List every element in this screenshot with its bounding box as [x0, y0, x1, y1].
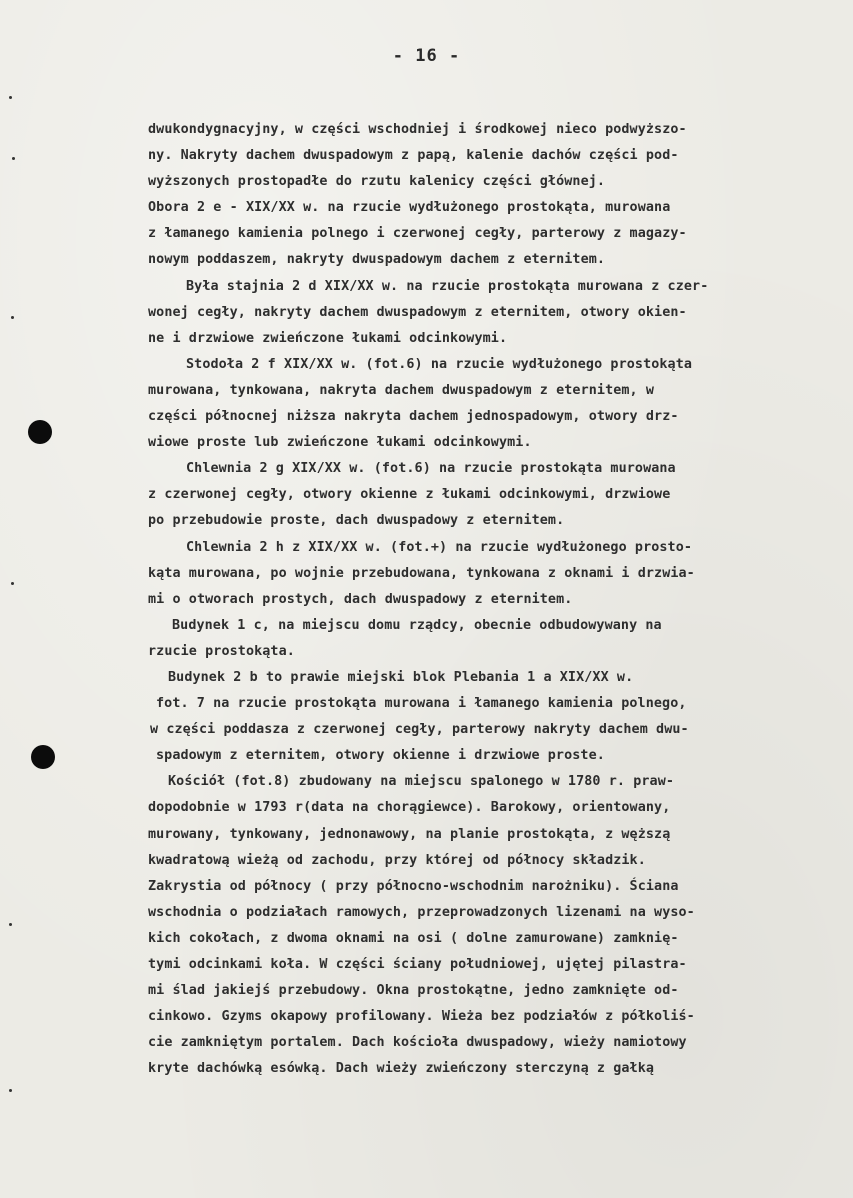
- text-line: Chlewnia 2 g XIX/XX w. (fot.6) na rzucie prostokąta murowana: [186, 461, 676, 477]
- text-line: mi o otworach prostych, dach dwuspadowy z eternitem.: [148, 591, 573, 607]
- text-line: spadowym z eternitem, otwory okienne i drzwiowe proste.: [156, 748, 605, 764]
- text-line: ne i drzwiowe zwieńczone łukami odcinkowymi.: [148, 330, 508, 346]
- margin-speck: [9, 96, 12, 99]
- text-line: kąta murowana, po wojnie przebudowana, tynkowana z oknami i drzwia-: [148, 565, 695, 581]
- typescript-body: [148, 117, 838, 1082]
- text-line: kryte dachówką esówką. Dach wieży zwieńczony sterczyną z gałką: [148, 1061, 655, 1077]
- text-line: tymi odcinkami koła. W części ściany południowej, ujętej pilastra-: [148, 957, 687, 972]
- margin-speck: [11, 316, 14, 319]
- text-line: cie zamkniętym portalem. Dach kościoła dwuspadowy, wieży namiotowy: [148, 1035, 687, 1051]
- text-line: murowany, tynkowany, jednonawowy, na planie prostokąta, z węższą: [148, 826, 671, 842]
- text-line: nowym poddaszem, nakryty dwuspadowym dachem z eternitem.: [148, 252, 606, 268]
- text-line: kich cokołach, z dwoma oknami na osi ( dolne zamurowane) zamknię-: [148, 930, 679, 946]
- text-line: Stodoła 2 f XIX/XX w. (fot.6) na rzucie wydłużonego prostokąta: [186, 356, 693, 372]
- text-line: części północnej niższa nakryta dachem jednospadowym, otwory drz-: [148, 409, 679, 425]
- punch-hole-lower: [31, 745, 55, 769]
- margin-speck: [11, 582, 14, 585]
- text-line: wonej cegły, nakryty dachem dwuspadowym z eternitem, otwory okien-: [148, 304, 687, 320]
- text-line: dopodobnie w 1793 r(data na chorągiewce). Barokowy, orientowany,: [148, 800, 671, 816]
- text-line: w części poddasza z czerwonej cegły, parterowy nakryty dachem dwu-: [150, 722, 689, 738]
- margin-speck: [9, 1089, 12, 1092]
- text-line: Obora 2 e - XIX/XX w. na rzucie wydłużonego prostokąta, murowana: [148, 200, 671, 216]
- text-line: Budynek 1 c, na miejscu domu rządcy, obecnie odbudowywany na: [172, 617, 662, 633]
- text-line: wschodnia o podziałach ramowych, przeprowadzonych lizenami na wyso-: [148, 904, 695, 920]
- text-line: kwadratową wieżą od zachodu, przy której od północy składzik.: [148, 852, 646, 868]
- text-line: z łamanego kamienia polnego i czerwonej cegły, parterowy z magazy-: [148, 226, 687, 242]
- text-line: dwukondygnacyjny, w części wschodniej i środkowej nieco podwyższo-: [148, 122, 687, 137]
- text-line: mi ślad jakiejś przebudowy. Okna prostokątne, jedno zamknięte od-: [148, 983, 679, 999]
- text-line: Była stajnia 2 d XIX/XX w. na rzucie prostokąta murowana z czer-: [186, 278, 709, 294]
- punch-hole-upper: [28, 420, 52, 444]
- text-line: Chlewnia 2 h z XIX/XX w. (fot.+) na rzucie wydłużonego prosto-: [186, 539, 693, 555]
- text-line: cinkowo. Gzyms okapowy profilowany. Wieża bez podziałów z półkoliś-: [148, 1009, 695, 1025]
- text-line: murowana, tynkowana, nakryta dachem dwuspadowym z eternitem, w: [148, 382, 655, 398]
- text-line: Zakrystia od północy ( przy północno-wschodnim narożniku). Ściana: [148, 878, 679, 894]
- margin-speck: [12, 157, 15, 160]
- text-line: Kościół (fot.8) zbudowany na miejscu spalonego w 1780 r. praw-: [168, 774, 675, 790]
- text-line: wiowe proste lub zwieńczone łukami odcinkowymi.: [148, 435, 532, 451]
- text-line: Budynek 2 b to prawie miejski blok Plebania 1 a XIX/XX w.: [168, 669, 634, 685]
- text-line: wyższonych prostopadłe do rzutu kalenicy części głównej.: [148, 174, 606, 190]
- text-line: z czerwonej cegły, otwory okienne z łukami odcinkowymi, drzwiowe: [148, 487, 671, 503]
- text-line: po przebudowie proste, dach dwuspadowy z eternitem.: [148, 513, 565, 529]
- text-line: ny. Nakryty dachem dwuspadowym z papą, kalenie dachów części pod-: [148, 148, 679, 164]
- page-number: - 16 -: [392, 46, 461, 66]
- text-line: fot. 7 na rzucie prostokąta murowana i łamanego kamienia polnego,: [156, 696, 687, 712]
- text-line: rzucie prostokąta.: [148, 643, 295, 659]
- margin-speck: [9, 923, 12, 926]
